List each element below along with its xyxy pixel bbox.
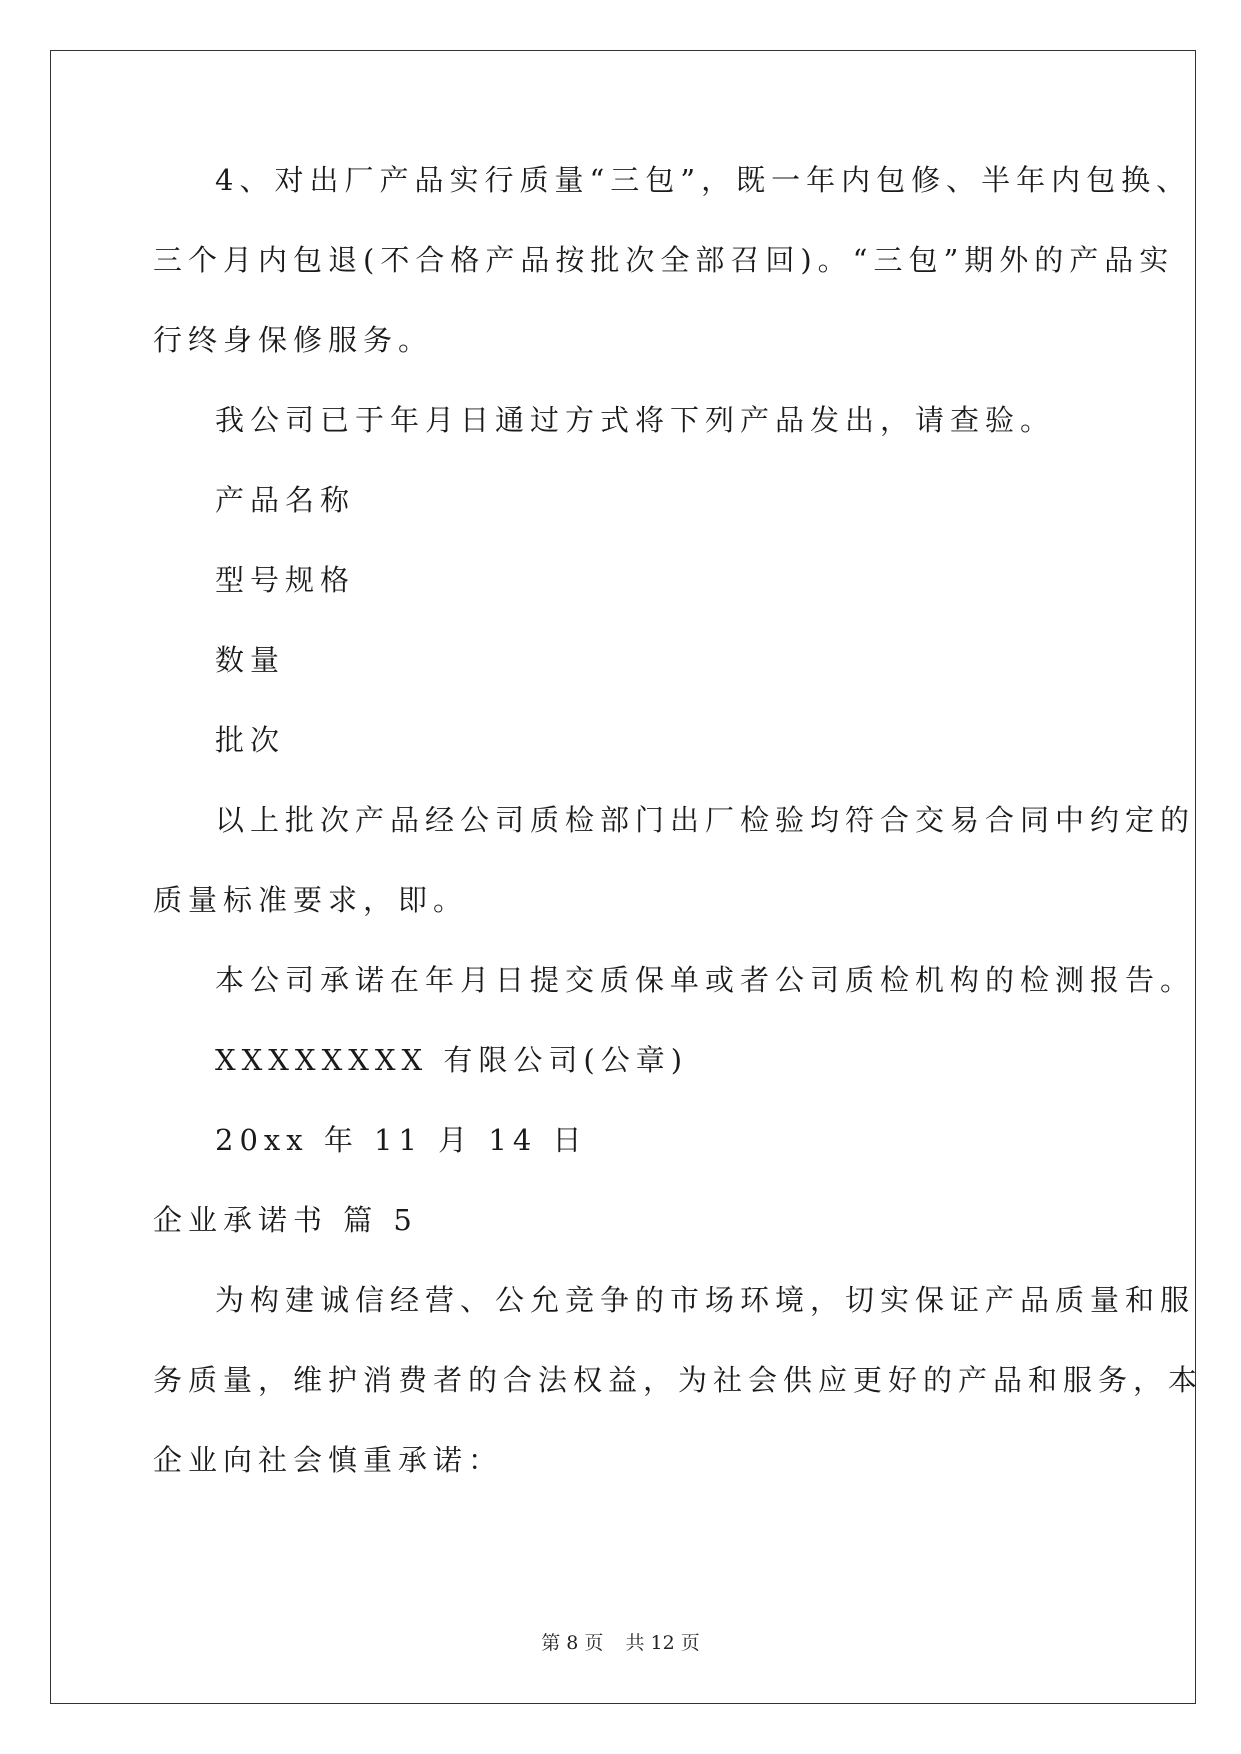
paragraph-line: 行终身保修服务。 <box>153 323 434 357</box>
paragraph-line: 4、对出厂产品实行质量“三包”，既一年内包修、半年内包换、 <box>215 163 1192 197</box>
paragraph-line: 我公司已于年月日通过方式将下列产品发出，请查验。 <box>215 403 1056 437</box>
paragraph-line: 企业向社会慎重承诺： <box>153 1443 504 1477</box>
date-line: 20xx 年 11 月 14 日 <box>215 1123 588 1157</box>
field-label-model-spec: 型号规格 <box>215 563 356 597</box>
paragraph-line: 为构建诚信经营、公允竞争的市场环境，切实保证产品质量和服 <box>215 1283 1196 1317</box>
page-footer <box>0 1628 1241 1655</box>
paragraph-line: 质量标准要求，即。 <box>153 883 469 917</box>
company-signature: XXXXXXXX 有限公司(公章) <box>215 1043 689 1077</box>
page-number-current: 第 8 页 <box>541 1632 604 1654</box>
field-label-batch: 批次 <box>215 723 286 757</box>
paragraph-line: 以上批次产品经公司质检部门出厂检验均符合交易合同中约定的 <box>215 803 1196 837</box>
paragraph-line: 三个月内包退(不合格产品按批次全部召回)。“三包”期外的产品实 <box>153 243 1175 277</box>
paragraph-line: 本公司承诺在年月日提交质保单或者公司质检机构的检测报告。 <box>215 963 1196 997</box>
paragraph-line: 务质量，维护消费者的合法权益，为社会供应更好的产品和服务，本 <box>153 1363 1204 1397</box>
field-label-quantity: 数量 <box>215 643 286 677</box>
page-number-total: 共 12 页 <box>625 1632 700 1654</box>
section-heading: 企业承诺书 篇 5 <box>153 1203 418 1237</box>
field-label-product-name: 产品名称 <box>215 483 356 517</box>
